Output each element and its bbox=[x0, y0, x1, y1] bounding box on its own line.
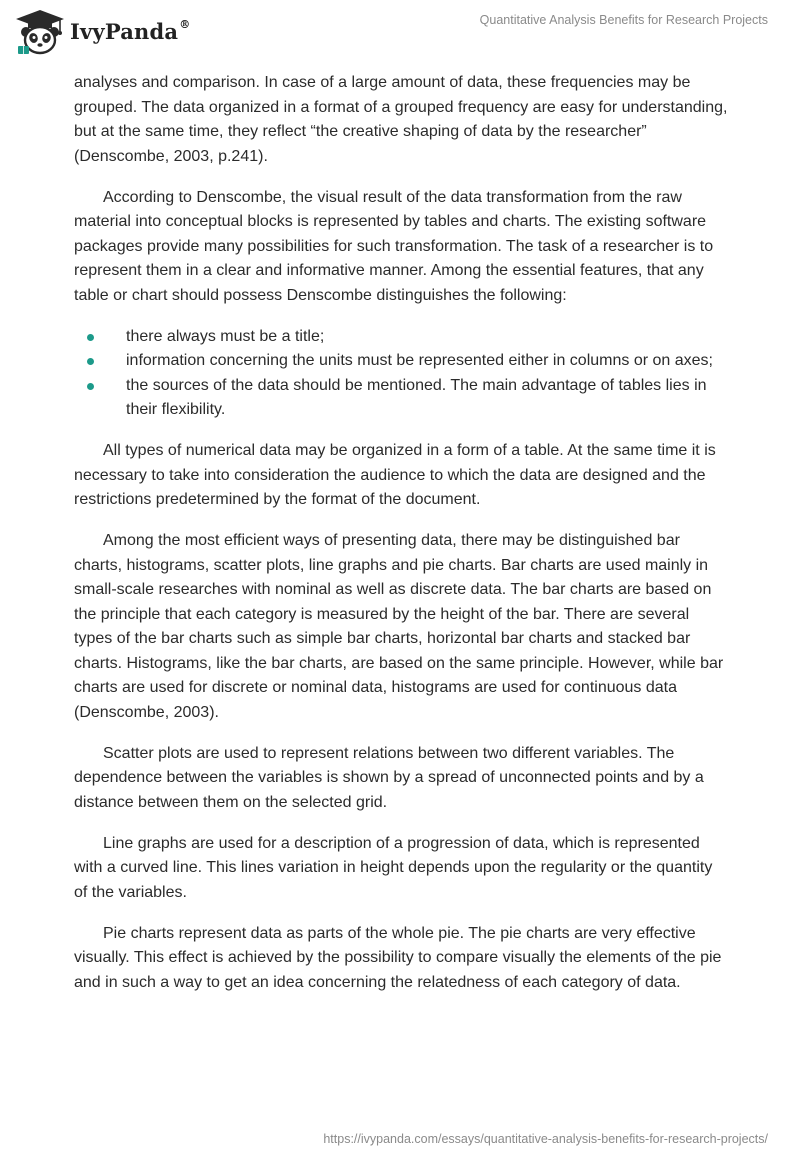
paragraph: Scatter plots are used to represent relations between two different variables. The dependence between the variables is shown by a spread of unconnected points and by a distance between them on the selected grid. bbox=[74, 744, 704, 811]
essay-body bbox=[74, 71, 730, 1012]
document-title: Quantitative Analysis Benefits for Research Projects bbox=[479, 13, 768, 27]
list-item bbox=[74, 374, 730, 423]
panda-graduate-icon bbox=[14, 8, 66, 56]
list-item-text: information concerning the units must be represented either in columns or on axes; bbox=[126, 352, 713, 369]
bullet-dot-icon bbox=[87, 358, 94, 365]
source-url[interactable]: https://ivypanda.com/essays/quantitative-analysis-benefits-for-research-projects/ bbox=[323, 1132, 768, 1146]
list-item-text: there always must be a title; bbox=[126, 327, 325, 345]
registered-mark: ® bbox=[179, 17, 191, 31]
list-item-text: the sources of the data should be mentioned. The main advantage of tables lies in their flexibility. bbox=[126, 376, 707, 418]
paragraph: All types of numerical data may be organized in a form of a table. At the same time it is necessary to take into consideration the audience to which the data are designed and the restrictions predetermined by the format of the document. bbox=[74, 442, 716, 508]
logo-wordmark: IvyPanda® bbox=[70, 17, 191, 44]
paragraph: analyses and comparison. In case of a large amount of data, these frequencies may be grouped. The data organized in a format of a grouped frequency are easy for understanding, but at the same time, they reflect “the creative shaping of data by the researcher” (Denscombe, 2003, p.241). bbox=[74, 74, 728, 165]
paragraph: Among the most efficient ways of presenting data, there may be distinguished bar charts, histograms, scatter plots, line graphs and pie charts. Bar charts are used mainly in small-scale researches with nominal as well as discrete data. The bar charts are based on the principle that each category is measured by the height of the bar. There are several types of the bar charts such as simple bar charts, horizontal bar charts and stacked bar charts. Histograms, like the bar charts, are based on the same principle. However, while bar charts are used for discrete or nominal data, histograms are used for continuous data (Denscombe, 2003). bbox=[74, 532, 724, 721]
list-item bbox=[74, 349, 730, 374]
paragraph: Line graphs are used for a description of a progression of data, which is represented with a curved line. This lines variation in height depends upon the regularity or the quantity of the variables. bbox=[74, 834, 713, 901]
site-logo[interactable] bbox=[14, 8, 190, 56]
paragraph: According to Denscombe, the visual result of the data transformation from the raw material into conceptual blocks is represented by tables and charts. The existing software packages provide many possibilities for such transformation. The task of a researcher is to represent them in a clear and informative manner. Among the essential features, that any table or chart should possess Denscombe distinguishes the following: bbox=[74, 188, 714, 304]
page-header bbox=[0, 0, 800, 64]
bullet-dot-icon bbox=[87, 334, 94, 341]
paragraph: Pie charts represent data as parts of the whole pie. The pie charts are very effective visually. This effect is achieved by the possibility to compare visually the elements of the pie and in such a way to get an idea concerning the relatedness of each category of data. bbox=[74, 924, 722, 991]
list-item bbox=[74, 325, 730, 350]
bullet-list bbox=[74, 325, 730, 423]
bullet-dot-icon bbox=[87, 383, 94, 390]
